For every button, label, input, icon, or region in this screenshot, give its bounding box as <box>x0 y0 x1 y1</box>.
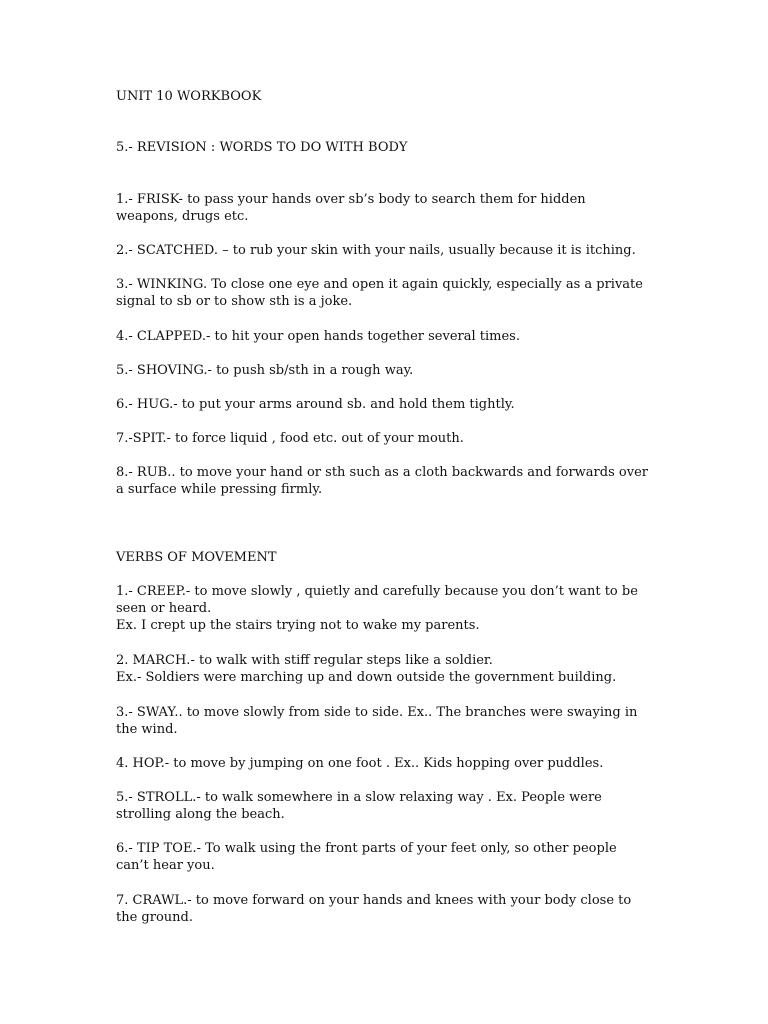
title-line: UNIT 10 WORKBOOK <box>116 89 262 104</box>
item-line: 3.- SWAY.. to move slowly from side to side. Ex.. The branches were swaying in <box>116 705 638 720</box>
movement-item-6 <box>116 840 656 874</box>
movement-item-1 <box>116 583 656 634</box>
item-line: signal to sb or to show sth is a joke. <box>116 294 353 309</box>
item-line: 5.- STROLL.- to walk somewhere in a slow relaxing way . Ex. People were <box>116 790 602 805</box>
item-line: 3.- WINKING. To close one eye and open it again quickly, especially as a private <box>116 277 643 292</box>
item-line: 2.- SCATCHED. – to rub your skin with your nails, usually because it is itching. <box>116 243 636 258</box>
item-example-line: Ex.- Soldiers were marching up and down outside the government building. <box>116 670 617 685</box>
item-line: 6.- TIP TOE.- To walk using the front parts of your feet only, so other people <box>116 841 617 856</box>
item-line: 2. MARCH.- to walk with stiff regular steps like a soldier. <box>116 653 493 668</box>
movement-item-2 <box>116 652 656 686</box>
section-heading-movement <box>116 549 656 566</box>
item-line: 4. HOP.- to move by jumping on one foot . Ex.. Kids hopping over puddles. <box>116 756 604 771</box>
item-line: can’t hear you. <box>116 858 215 873</box>
item-line: 6.- HUG.- to put your arms around sb. and hold them tightly. <box>116 397 515 412</box>
movement-item-3 <box>116 704 656 738</box>
revision-item-5 <box>116 362 656 379</box>
revision-item-2 <box>116 242 656 259</box>
revision-item-6 <box>116 396 656 413</box>
movement-item-7 <box>116 892 656 926</box>
item-line: the wind. <box>116 722 178 737</box>
revision-item-1 <box>116 191 656 225</box>
item-line: seen or heard. <box>116 601 212 616</box>
movement-item-5 <box>116 789 656 823</box>
revision-item-7 <box>116 430 656 447</box>
item-line: 1.- FRISK- to pass your hands over sb’s body to search them for hidden <box>116 192 586 207</box>
item-line: weapons, drugs etc. <box>116 209 249 224</box>
document-title <box>116 88 656 105</box>
revision-item-3 <box>116 276 656 310</box>
revision-item-8 <box>116 464 656 498</box>
revision-item-4 <box>116 328 656 345</box>
item-line: 4.- CLAPPED.- to hit your open hands together several times. <box>116 329 520 344</box>
heading-line: 5.- REVISION : WORDS TO DO WITH BODY <box>116 140 408 155</box>
item-line: 1.- CREEP.- to move slowly , quietly and carefully because you don’t want to be <box>116 584 638 599</box>
item-line: 8.- RUB.. to move your hand or sth such as a cloth backwards and forwards over <box>116 465 648 480</box>
item-example-line: Ex. I crept up the stairs trying not to wake my parents. <box>116 618 480 633</box>
item-line: the ground. <box>116 910 193 925</box>
item-line: 7.-SPIT.- to force liquid , food etc. out of your mouth. <box>116 431 464 446</box>
heading-line: VERBS OF MOVEMENT <box>116 550 277 565</box>
section-heading-revision <box>116 139 656 156</box>
item-line: a surface while pressing firmly. <box>116 482 323 497</box>
item-line: 7. CRAWL.- to move forward on your hands and knees with your body close to <box>116 893 632 908</box>
movement-item-4 <box>116 755 656 772</box>
item-line: strolling along the beach. <box>116 807 285 822</box>
item-line: 5.- SHOVING.- to push sb/sth in a rough way. <box>116 363 414 378</box>
